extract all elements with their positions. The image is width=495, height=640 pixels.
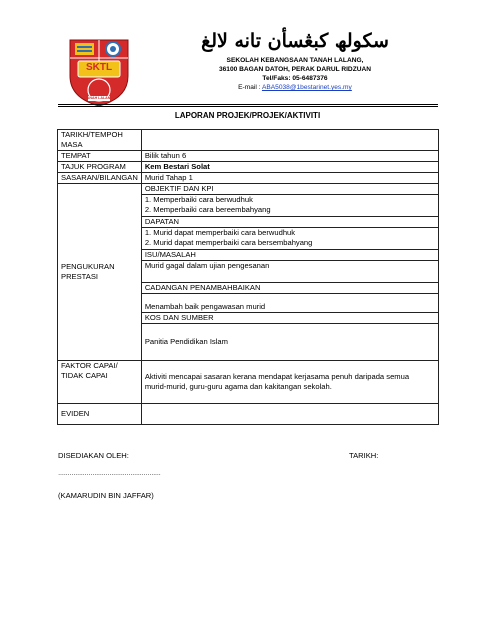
tempat-label: TEMPAT bbox=[58, 151, 142, 162]
faktor-label bbox=[58, 361, 142, 404]
table-row bbox=[58, 130, 439, 151]
school-address: 36100 BAGAN DATOH, PERAK DARUL RIDZUAN bbox=[218, 66, 372, 73]
table-row bbox=[58, 162, 439, 173]
eviden-label: EVIDEN bbox=[58, 404, 142, 425]
email-link[interactable]: ABA5038@1bestarinet.yes.my bbox=[261, 84, 352, 91]
pengukuran-label-1: PENGUKURAN bbox=[61, 262, 115, 271]
cadangan-head: CADANGAN PENAMBAHBAIKAN bbox=[141, 283, 438, 294]
report-title: LAPORAN PROJEK/PROJEK/AKTIVITI bbox=[174, 111, 321, 120]
row-label bbox=[58, 130, 142, 151]
school-name: SEKOLAH KEBANGSAAN TANAH LALANG, bbox=[226, 57, 364, 64]
table-row bbox=[58, 361, 439, 404]
header-divider bbox=[58, 104, 438, 105]
faktor-label-2: TIDAK CAPAI bbox=[61, 371, 108, 380]
tarikh-footer-label: TARIKH: bbox=[349, 451, 379, 460]
header-divider-2 bbox=[58, 106, 438, 107]
tarikh-label-2: MASA bbox=[61, 140, 83, 149]
tarikh-value bbox=[141, 130, 438, 151]
report-table bbox=[57, 129, 439, 425]
jawi-school-name: سكولھ كبڠسأن تانه لالغ bbox=[201, 30, 389, 52]
table-row bbox=[58, 151, 439, 162]
dapatan-list bbox=[141, 228, 438, 250]
faktor-value bbox=[141, 361, 438, 404]
dapatan-item-2: 2. Murid dapat memperbaiki cara bersembahyang bbox=[144, 238, 313, 247]
school-email-row bbox=[195, 83, 395, 92]
table-row bbox=[58, 404, 439, 425]
tempat-value: Bilik tahun 6 bbox=[141, 151, 438, 162]
pengukuran-label-2: PRESTASI bbox=[61, 272, 98, 281]
cadangan-value: Menambah baik pengawasan murid bbox=[141, 294, 438, 313]
isu-value: Murid gagal dalam ujian pengesanan bbox=[141, 261, 438, 283]
signatory-name: (KAMARUDIN BIN JAFFAR) bbox=[58, 491, 154, 500]
isu-head: ISU/MASALAH bbox=[141, 250, 438, 261]
objektif-list bbox=[141, 195, 438, 217]
tarikh-label-1: TARIKH/TEMPOH bbox=[61, 130, 123, 139]
signature-line: ……………………………………………… bbox=[58, 471, 161, 477]
faktor-label-1: FAKTOR CAPAI/ bbox=[61, 361, 118, 370]
faktor-value-2: murid-murid, guru-guru agama dan kakitangan sekolah. bbox=[144, 382, 332, 391]
logo-text: SKTL bbox=[85, 62, 113, 73]
dapatan-item-1: 1. Murid dapat memperbaiki cara berwudhuk bbox=[144, 228, 296, 237]
sasaran-label: SASARAN/BILANGAN bbox=[58, 173, 142, 184]
tajuk-value: Kem Bestari Solat bbox=[141, 162, 438, 173]
logo-ring-text: TANAH LALANG bbox=[84, 96, 114, 100]
objektif-head: OBJEKTIF DAN KPI bbox=[141, 184, 438, 195]
table-row bbox=[58, 173, 439, 184]
email-label: E-mail : bbox=[238, 84, 261, 91]
tajuk-label: TAJUK PROGRAM bbox=[58, 162, 142, 173]
table-row bbox=[58, 184, 439, 195]
faktor-value-1: Aktiviti mencapai sasaran kerana mendapat kerjasama penuh daripada semua bbox=[144, 372, 410, 381]
school-logo bbox=[68, 38, 130, 108]
school-tel: Tel/Faks: 05-6487376 bbox=[262, 75, 328, 82]
dapatan-head: DAPATAN bbox=[141, 217, 438, 228]
objektif-item-1: 1. Memperbaiki cara berwudhuk bbox=[144, 195, 253, 204]
kos-head: KOS DAN SUMBER bbox=[141, 313, 438, 324]
objektif-item-2: 2. Memperbaiki cara bereembahyang bbox=[144, 205, 271, 214]
disediakan-label: DISEDIAKAN OLEH: bbox=[58, 451, 129, 460]
sasaran-value: Murid Tahap 1 bbox=[141, 173, 438, 184]
eviden-value bbox=[141, 404, 438, 425]
school-address-block bbox=[195, 56, 395, 92]
pengukuran-label bbox=[58, 184, 142, 361]
kos-value: Panitia Pendidikan Islam bbox=[141, 324, 438, 361]
